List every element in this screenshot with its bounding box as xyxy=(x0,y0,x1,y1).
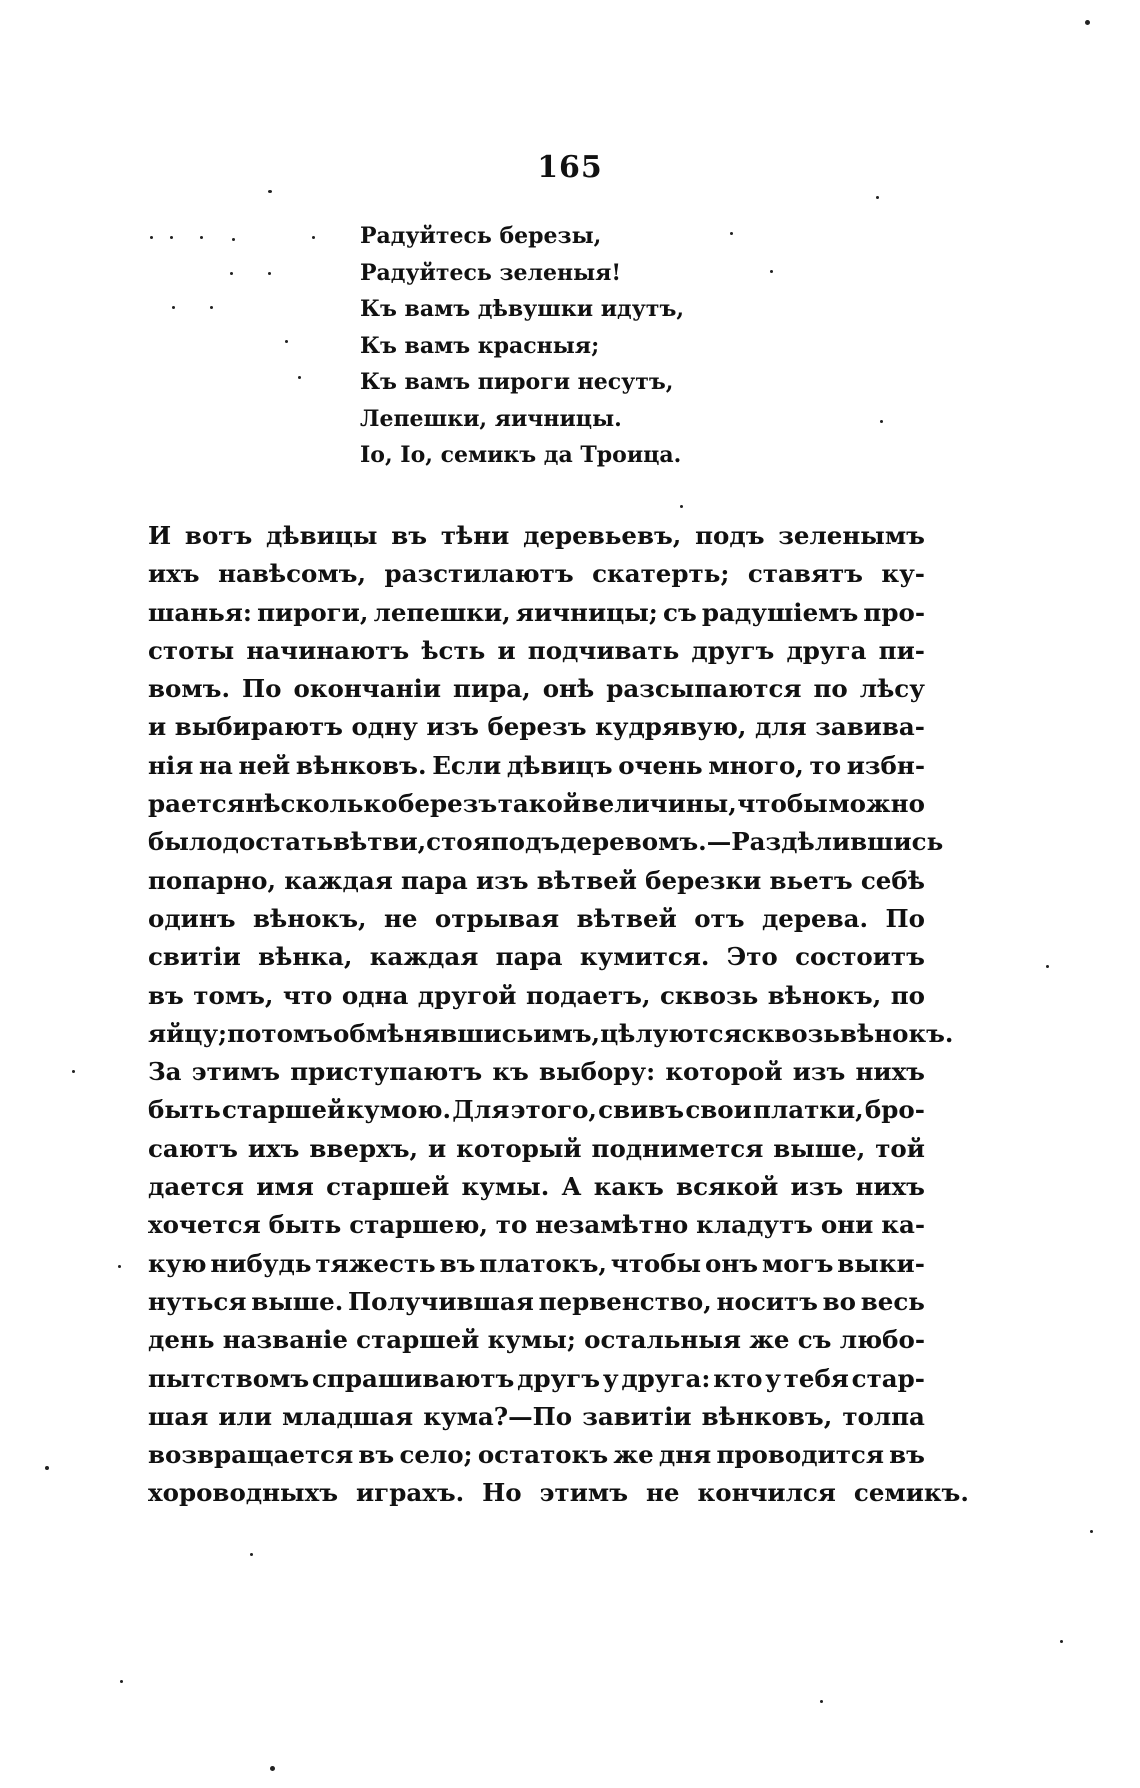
prose-word: и xyxy=(497,635,516,665)
prose-word: изъ xyxy=(426,712,479,742)
prose-word: Для xyxy=(452,1095,510,1125)
scan-speck xyxy=(770,270,773,273)
prose-word: навѣсомъ, xyxy=(218,559,366,589)
prose-word: каждая xyxy=(284,865,393,895)
prose-word: тяжесть xyxy=(315,1248,436,1278)
prose-word: Это xyxy=(726,942,778,972)
prose-word: друга: xyxy=(621,1363,711,1393)
prose-word: платки, xyxy=(753,1095,864,1125)
prose-line xyxy=(148,1474,969,1512)
prose-word: вверхъ, xyxy=(309,1133,419,1163)
scan-speck xyxy=(1090,1530,1093,1533)
prose-word: А xyxy=(561,1172,582,1202)
prose-word: незамѣтно xyxy=(535,1210,689,1240)
prose-word: пи- xyxy=(878,635,925,665)
prose-word: деревомъ.—Раздѣлившись xyxy=(560,827,944,857)
prose-word: поднимется xyxy=(591,1133,764,1163)
prose-word: кума?—По xyxy=(423,1401,573,1431)
prose-word: любо- xyxy=(839,1325,925,1355)
prose-line xyxy=(148,862,925,900)
prose-word: кумы; xyxy=(487,1325,576,1355)
prose-word: въ xyxy=(148,980,184,1010)
prose-word: то xyxy=(495,1210,528,1240)
prose-word: очень xyxy=(618,750,703,780)
prose-word: скатерть; xyxy=(592,559,730,589)
prose-word: у xyxy=(602,1363,619,1393)
prose-word: другой xyxy=(417,980,517,1010)
prose-word: пира, xyxy=(453,674,531,704)
prose-word: За xyxy=(148,1057,182,1087)
prose-word: завива- xyxy=(815,712,925,742)
prose-word: попарно, xyxy=(148,865,277,895)
prose-word: окончаніи xyxy=(293,674,442,704)
prose-word: вомъ. xyxy=(148,674,230,704)
prose-word: дѣвицы xyxy=(266,521,378,550)
prose-word: потомъ xyxy=(227,1018,333,1048)
scan-speck xyxy=(250,1553,253,1556)
prose-word: который xyxy=(456,1133,582,1163)
prose-word: лѣсу xyxy=(859,674,925,704)
prose-word: тебя xyxy=(783,1363,849,1393)
scan-speck xyxy=(268,272,271,275)
prose-word: завитіи xyxy=(582,1401,692,1431)
prose-word: старшей xyxy=(221,1095,346,1125)
prose-word: выше, xyxy=(773,1133,866,1163)
prose-word: проводится xyxy=(716,1440,884,1470)
scan-speck xyxy=(270,1766,275,1771)
prose-word: шанья: xyxy=(148,597,252,627)
prose-line xyxy=(148,1283,925,1321)
prose-word: дается xyxy=(148,1172,244,1202)
prose-word: возвращается xyxy=(148,1440,354,1470)
verse-block xyxy=(360,218,820,474)
prose-word: кончился xyxy=(697,1478,836,1508)
prose-word: этого, xyxy=(510,1095,597,1125)
prose-word: Получившая xyxy=(347,1286,534,1316)
prose-word: начинаютъ xyxy=(246,635,410,665)
prose-word: чтобы xyxy=(737,789,828,819)
prose-word: ней xyxy=(238,750,291,780)
prose-word: одинъ xyxy=(148,903,236,933)
prose-word: саютъ xyxy=(148,1133,238,1163)
prose-word: одна xyxy=(341,980,409,1010)
prose-word: ихъ xyxy=(247,1133,300,1163)
prose-word: не xyxy=(383,903,418,933)
scan-speck xyxy=(172,306,175,309)
prose-word: такой xyxy=(497,789,581,819)
prose-word: ѣсть xyxy=(421,635,486,665)
prose-word: кудрявую, xyxy=(595,712,747,742)
scan-speck xyxy=(72,1070,75,1073)
verse-line: Къ вамъ пироги несутъ, xyxy=(360,369,674,395)
scan-speck xyxy=(680,505,683,508)
prose-word: свивъ xyxy=(598,1095,685,1125)
prose-word: и xyxy=(148,712,167,742)
prose-word: семикъ. xyxy=(853,1478,969,1508)
prose-line xyxy=(148,1360,925,1398)
prose-word: ихъ xyxy=(148,559,200,589)
prose-word: которой xyxy=(665,1057,783,1087)
prose-word: величины, xyxy=(581,789,737,819)
prose-word: другъ xyxy=(691,635,775,665)
prose-word: кумится. xyxy=(579,942,710,972)
prose-line xyxy=(148,1321,925,1359)
prose-word: березъ xyxy=(398,789,498,819)
prose-word: обмѣнявшись xyxy=(332,1018,534,1048)
prose-word: съ xyxy=(663,597,697,627)
prose-word: стоя xyxy=(426,827,491,857)
prose-word: достать xyxy=(222,827,333,857)
prose-line xyxy=(148,1168,925,1206)
prose-line xyxy=(148,1053,925,1091)
prose-word: стоты xyxy=(148,635,235,665)
prose-word: кумы. xyxy=(461,1172,550,1202)
prose-word: По xyxy=(885,903,925,933)
prose-word: радушіемъ xyxy=(701,597,859,627)
prose-word: подаетъ, xyxy=(525,980,651,1010)
prose-word: той xyxy=(875,1133,925,1163)
prose-word: во xyxy=(822,1286,857,1316)
prose-word: въ xyxy=(391,521,428,550)
scan-speck xyxy=(876,196,879,199)
prose-word: подъ xyxy=(695,521,765,550)
prose-word: изъ xyxy=(790,1172,844,1202)
prose-word: этимъ xyxy=(539,1478,628,1508)
prose-word: вѣнокъ, xyxy=(253,903,367,933)
prose-word: ка- xyxy=(881,1210,925,1240)
verse-line: Іо, Іо, семикъ да Троица. xyxy=(360,442,682,468)
prose-word: ку- xyxy=(881,559,925,589)
prose-line xyxy=(148,594,925,632)
scan-speck xyxy=(170,236,173,239)
prose-word: состоитъ xyxy=(795,942,925,972)
prose-word: нѣсколько xyxy=(245,789,398,819)
prose-word: что xyxy=(282,980,333,1010)
prose-word: изъ xyxy=(792,1057,846,1087)
prose-line xyxy=(148,1130,925,1168)
prose-word: вотъ xyxy=(184,521,253,550)
prose-word: И xyxy=(148,521,172,550)
scan-speck xyxy=(312,236,315,239)
prose-word: дерева. xyxy=(761,903,869,933)
prose-word: кладутъ xyxy=(696,1210,813,1240)
prose-word: старшей xyxy=(356,1325,480,1355)
prose-word: По xyxy=(242,674,282,704)
prose-word: выки- xyxy=(837,1248,925,1278)
prose-word: нихъ xyxy=(855,1172,925,1202)
prose-word: вѣтви, xyxy=(333,827,427,857)
prose-word: нибудь xyxy=(210,1248,312,1278)
prose-word: чтобы xyxy=(610,1248,702,1278)
prose-word: старшею, xyxy=(349,1210,488,1240)
prose-word: первенство, xyxy=(538,1286,712,1316)
prose-word: быть xyxy=(148,1095,221,1125)
prose-word: подчивать xyxy=(527,635,680,665)
verse-line: Къ вамъ дѣвушки идутъ, xyxy=(360,296,684,322)
prose-word: пытствомъ xyxy=(148,1363,310,1393)
prose-word: остальныя xyxy=(584,1325,741,1355)
prose-word: изъ xyxy=(475,865,529,895)
prose-word: яйцу; xyxy=(148,1018,228,1048)
prose-word: вѣнковъ. xyxy=(295,750,427,780)
prose-word: или xyxy=(218,1401,273,1431)
prose-line xyxy=(148,555,925,593)
prose-word: выбору: xyxy=(539,1057,656,1087)
prose-word: и xyxy=(428,1133,447,1163)
prose-word: какъ xyxy=(593,1172,664,1202)
prose-word: яичницы; xyxy=(515,597,658,627)
prose-word: лепешки, xyxy=(373,597,511,627)
scan-speck xyxy=(150,236,153,239)
prose-word: для xyxy=(754,712,807,742)
scan-speck xyxy=(268,190,272,193)
prose-word: подъ xyxy=(490,827,561,857)
prose-word: отрывая xyxy=(434,903,560,933)
prose-word: же xyxy=(749,1325,790,1355)
scan-speck xyxy=(1060,1640,1063,1643)
scan-speck xyxy=(285,340,288,343)
scan-speck xyxy=(120,1680,123,1683)
prose-line xyxy=(148,1206,925,1244)
prose-word: выбираютъ xyxy=(174,712,343,742)
scan-speck xyxy=(298,376,301,379)
prose-word: играхъ. xyxy=(356,1478,465,1508)
prose-word: пироги, xyxy=(257,597,369,627)
prose-word: выше. xyxy=(251,1286,344,1316)
prose-word: этимъ xyxy=(191,1057,281,1087)
page-number: 165 xyxy=(537,150,603,185)
prose-line xyxy=(148,517,925,555)
prose-word: въ xyxy=(889,1440,925,1470)
prose-word: сквозь xyxy=(741,1018,840,1048)
prose-word: онъ xyxy=(705,1248,759,1278)
prose-word: вѣнка, xyxy=(258,942,353,972)
scan-speck xyxy=(820,1700,823,1703)
prose-word: деревьевъ, xyxy=(523,521,682,550)
prose-word: друга xyxy=(786,635,867,665)
prose-word: остатокъ xyxy=(477,1440,609,1470)
prose-word: они xyxy=(820,1210,874,1240)
prose-word: томъ, xyxy=(193,980,274,1010)
prose-word: могъ xyxy=(761,1248,834,1278)
verse-line: Лепешки, яичницы. xyxy=(360,405,622,432)
prose-word: цѣлуются xyxy=(600,1018,742,1048)
prose-word: кумою. xyxy=(346,1095,452,1125)
scan-speck xyxy=(118,1265,121,1268)
prose-word: вѣнковъ, xyxy=(701,1401,833,1431)
prose-word: разстилаютъ xyxy=(384,559,574,589)
prose-word: младшая xyxy=(282,1401,414,1431)
prose-word: хочется xyxy=(148,1210,261,1240)
prose-word: въ xyxy=(439,1248,476,1278)
prose-word: Если xyxy=(432,750,502,780)
prose-word: у xyxy=(765,1363,781,1393)
prose-word: имъ, xyxy=(533,1018,601,1048)
prose-line xyxy=(148,785,925,823)
prose-line xyxy=(148,632,925,670)
prose-word: съ xyxy=(797,1325,832,1355)
prose-word: пара xyxy=(400,865,468,895)
prose-line xyxy=(148,670,925,708)
prose-word: березъ xyxy=(487,712,587,742)
prose-word: названіе xyxy=(222,1325,348,1355)
prose-word: свои xyxy=(685,1095,752,1125)
prose-word: каждая xyxy=(369,942,479,972)
prose-word: другъ xyxy=(517,1363,601,1393)
prose-word: рается xyxy=(148,789,245,819)
prose-word: спрашиваютъ xyxy=(312,1363,515,1393)
prose-word: избн- xyxy=(846,750,925,780)
prose-word: на xyxy=(199,750,233,780)
prose-line xyxy=(148,708,925,746)
prose-word: зеленымъ xyxy=(778,521,925,550)
prose-word: вѣтвей xyxy=(536,865,637,895)
prose-word: хороводныхъ xyxy=(148,1478,339,1508)
verse-line: Къ вамъ красныя; xyxy=(360,332,600,359)
prose-word: можно xyxy=(828,789,925,819)
scan-speck xyxy=(230,272,233,275)
scan-speck xyxy=(880,420,883,423)
verse-line: Радуйтесь зеленыя! xyxy=(360,259,622,286)
prose-word: кую xyxy=(148,1248,207,1278)
prose-line xyxy=(148,823,944,861)
prose-word: же xyxy=(613,1440,654,1470)
prose-word: всякой xyxy=(676,1172,779,1202)
prose-word: бро- xyxy=(864,1095,925,1125)
scan-speck xyxy=(232,238,235,241)
prose-word: свитіи xyxy=(148,942,241,972)
prose-word: старшей xyxy=(326,1172,450,1202)
prose-word: себѣ xyxy=(860,865,925,895)
scan-speck xyxy=(45,1466,49,1470)
prose-word: много, xyxy=(708,750,804,780)
prose-word: онѣ xyxy=(542,674,595,704)
prose-word: тѣни xyxy=(440,521,510,550)
prose-line xyxy=(148,1015,954,1053)
prose-word: кто xyxy=(713,1363,763,1393)
prose-word: имя xyxy=(256,1172,314,1202)
prose-word: стар- xyxy=(851,1363,925,1393)
prose-word: весь xyxy=(860,1286,925,1316)
prose-word: толпа xyxy=(842,1401,925,1431)
prose-word: вѣтвей xyxy=(576,903,677,933)
prose-word: въ xyxy=(358,1440,395,1470)
prose-word: ставятъ xyxy=(747,559,863,589)
prose-line xyxy=(148,1091,925,1129)
prose-word: не xyxy=(646,1478,680,1508)
prose-line xyxy=(148,900,925,938)
prose-word: день xyxy=(148,1325,215,1355)
prose-line xyxy=(148,977,925,1015)
prose-word: дѣвицъ xyxy=(506,750,613,780)
prose-word: къ xyxy=(492,1057,529,1087)
prose-word: березки xyxy=(645,865,762,895)
prose-line xyxy=(148,938,925,976)
prose-word: приступаютъ xyxy=(290,1057,483,1087)
prose-word: по xyxy=(813,674,848,704)
prose-word: вѣнокъ. xyxy=(839,1018,954,1048)
prose-line xyxy=(148,1398,925,1436)
prose-word: разсыпаются xyxy=(606,674,802,704)
verse-line: Радуйтесь березы, xyxy=(360,223,602,249)
prose-word: отъ xyxy=(694,903,745,933)
prose-word: сквозь xyxy=(659,980,759,1010)
prose-paragraph xyxy=(148,517,969,1513)
scan-speck xyxy=(730,232,733,235)
prose-word: вѣнокъ, xyxy=(767,980,882,1010)
prose-line xyxy=(148,1436,925,1474)
prose-word: дня xyxy=(658,1440,712,1470)
prose-word: носитъ xyxy=(716,1286,818,1316)
prose-line xyxy=(148,1245,925,1283)
scan-speck xyxy=(200,236,203,239)
prose-word: по xyxy=(890,980,925,1010)
scan-speck xyxy=(1046,965,1049,968)
prose-word: платокъ, xyxy=(479,1248,607,1278)
prose-word: было xyxy=(148,827,223,857)
prose-word: вьетъ xyxy=(769,865,853,895)
prose-word: пара xyxy=(495,942,563,972)
prose-word: одну xyxy=(351,712,418,742)
scan-speck xyxy=(1085,20,1090,25)
prose-word: быть xyxy=(268,1210,342,1240)
prose-word: шая xyxy=(148,1401,209,1431)
prose-word: нуться xyxy=(148,1286,247,1316)
prose-word: про- xyxy=(863,597,925,627)
prose-word: то xyxy=(809,750,842,780)
prose-line xyxy=(148,747,925,785)
prose-word: Но xyxy=(482,1478,522,1508)
prose-word: село; xyxy=(399,1440,473,1470)
prose-word: нія xyxy=(148,750,194,780)
prose-word: нихъ xyxy=(855,1057,925,1087)
scan-speck xyxy=(210,306,213,309)
